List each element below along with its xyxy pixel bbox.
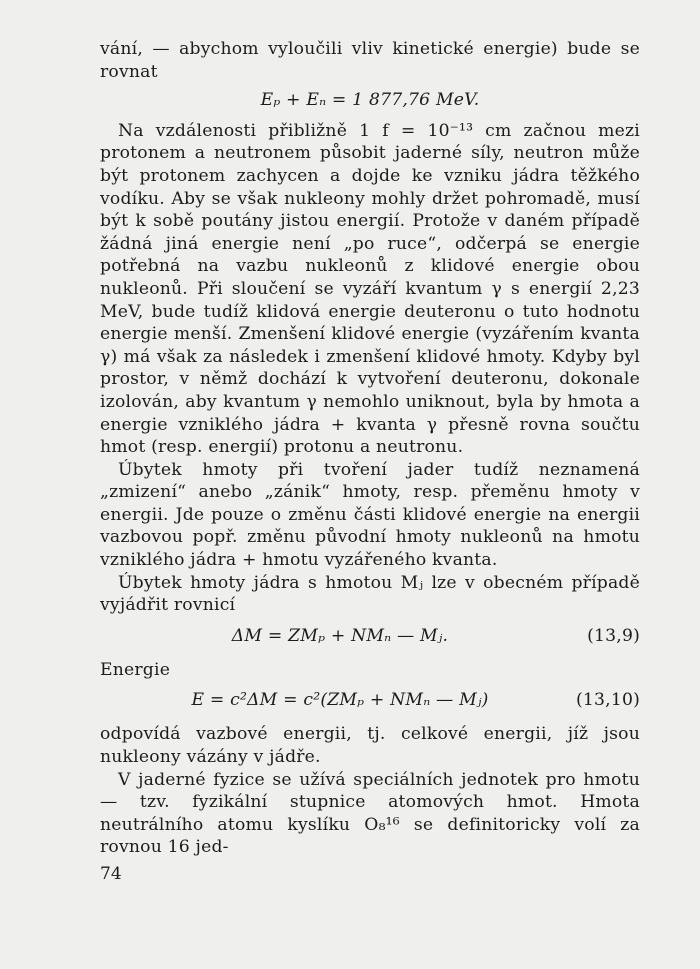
equation-13-10 (100, 687, 640, 717)
equation-13-10-formula: E = c²ΔM = c²(ZMₚ + NMₙ — Mⱼ) (191, 690, 489, 711)
equation-13-9-number: (13,9) (587, 625, 640, 646)
page-number: 74 (100, 864, 122, 884)
equation-13-10-number: (13,10) (575, 690, 640, 711)
paragraph-mass-loss-intro: Úbytek hmoty jádra s hmotou Mⱼ lze v obecném případě vyjádřit rovnicí (100, 572, 640, 616)
equation-13-9 (100, 623, 640, 653)
paragraph-units: V jaderné fyzice se užívá speciálních jednotek pro hmotu — tzv. fyzikální stupnice atomových hmot. Hmota neutrálního atomu kyslíku O₈¹⁶ se definitoricky volí za rovnou 16 jed- (100, 769, 640, 858)
equation-binding-sum: Eₚ + Eₙ = 1 877,76 MeV. (260, 90, 480, 111)
paragraph-mass-defect: Úbytek hmoty při tvoření jader tudíž neznamená „zmizení“ anebo „zánik“ hmoty, resp. přeměnu hmoty v energii. Jde pouze o změnu části klidové energie na energii vazbovou popř. změnu původní hmoty nukleonů na hmotu vzniklého jádra + hmotu vyzářeného kvanta. (100, 459, 640, 571)
body-text (100, 38, 640, 859)
paragraph-nuclear-forces: Na vzdálenosti přibližně 1 f = 10⁻¹³ cm začnou mezi protonem a neutronem působit jaderné síly, neutron může být protonem zachycen a dojde ke vzniku jádra těžkého vodíku. Aby se však nukleony mohly držet pohromadě, musí být k sobě poutány jistou energií. Protože v daném případě žádná jiná energie není „po ruce“, odčerpá se energie potřebná na vazbu nukleonů z klidové energie obou nukleonů. Při sloučení se vyzáří kvantum γ s energií 2,23 MeV, bude tudíž klidová energie deuteronu o tuto hodnotu energie menší. Zmenšení klidové energie (vyzářením kvanta γ) má však za následek i zmenšení klidové hmoty. Kdyby byl prostor, v němž dochází k vytvoření deuteronu, dokonale izolován, aby kvantum γ nemohlo uniknout, byla by hmota a energie vzniklého jádra + kvanta γ přesně rovna součtu hmot (resp. energií) protonu a neutronu. (100, 120, 640, 458)
paragraph-binding-energy: odpovídá vazbové energii, tj. celkové energii, jíž jsou nukleony vázány v jádře. (100, 724, 640, 768)
equation-13-9-formula: ΔM = ZMₚ + NMₙ — Mⱼ. (231, 625, 449, 646)
label-energie: Energie (100, 659, 171, 680)
paragraph-intro: vání, — abychom vyloučili vliv kinetické energie) bude se rovnat (100, 39, 640, 82)
